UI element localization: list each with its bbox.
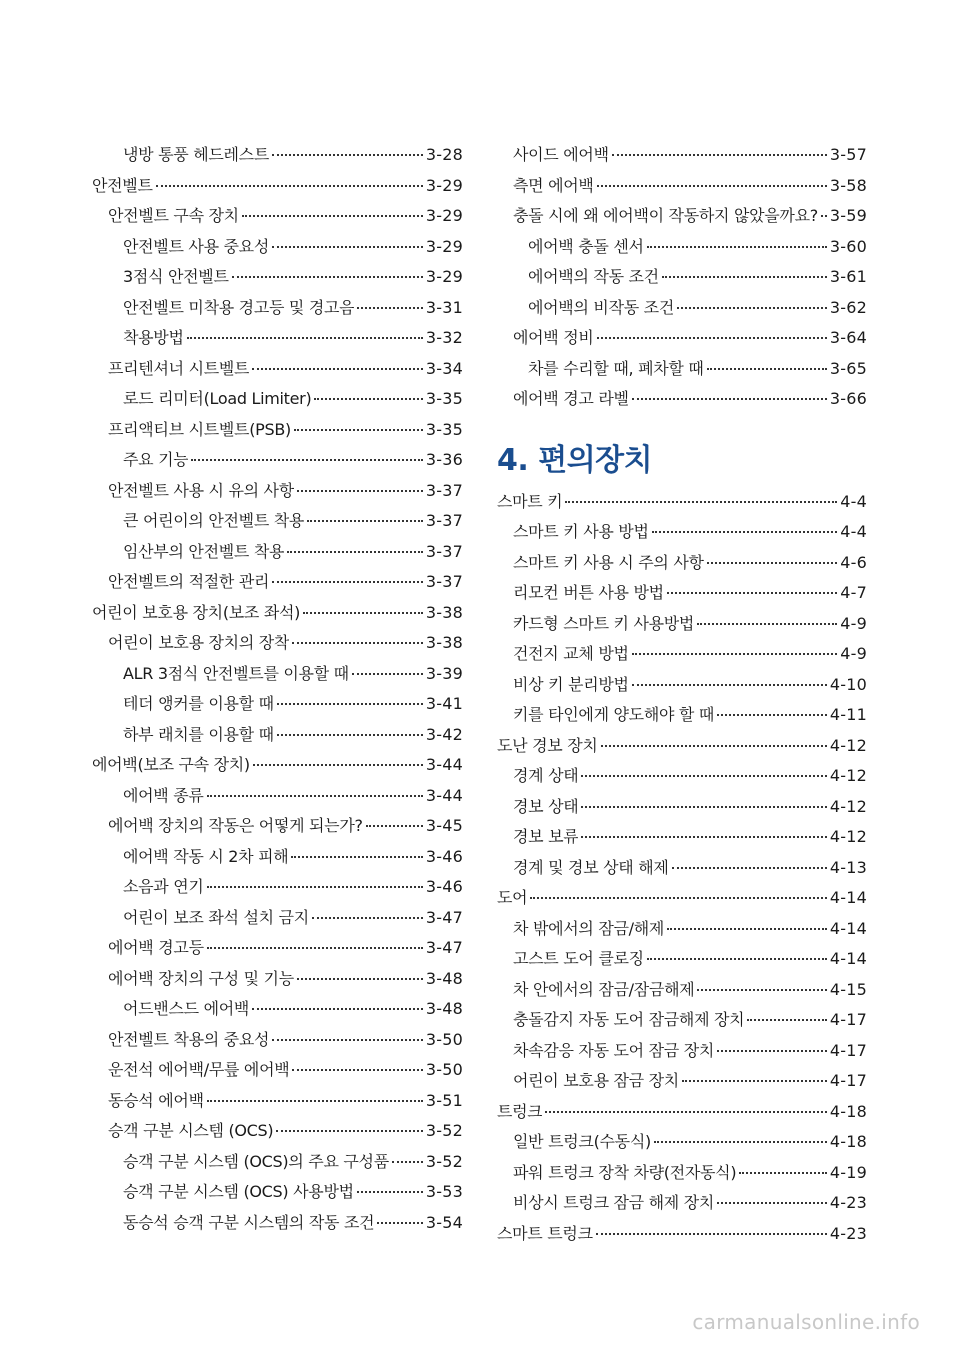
dot-leader [632,653,838,655]
dot-leader [312,917,423,919]
toc-entry[interactable] [497,883,867,914]
toc-entry-title: 로드 리미터(Load Limiter) [123,389,312,408]
dot-leader [357,1191,423,1193]
dot-leader [207,1100,423,1102]
toc-entry-title: 동승석 승객 구분 시스템의 작동 조건 [123,1212,375,1232]
dot-leader [739,1172,827,1174]
toc-entry-title: 운전석 에어백/무릎 에어백 [108,1060,290,1079]
toc-entry-page: 3-48 [425,999,463,1018]
toc-entry[interactable] [497,822,867,853]
toc-entry-page: 3-36 [425,450,463,469]
toc-entry-page: 3-37 [425,541,463,561]
toc-entry[interactable] [92,689,463,720]
toc-entry[interactable] [497,792,867,823]
dot-leader [297,978,423,980]
dot-leader [252,1008,423,1010]
dot-leader [697,989,826,991]
toc-entry-title: 파워 트렁크 장착 차량(전자동식) [513,1162,737,1182]
toc-entry[interactable] [92,171,463,202]
toc-entry-page: 3-65 [829,358,867,378]
toc-entry-title: 어린이 보호용 장치의 장착 [108,633,290,652]
toc-entry[interactable] [497,293,867,324]
toc-entry-title: 차속감응 자동 도어 잠금 장치 [513,1040,715,1060]
toc-entry[interactable] [92,1025,463,1056]
dot-leader [297,490,423,492]
toc-entry[interactable] [92,201,463,232]
toc-entry[interactable] [497,384,867,415]
toc-entry[interactable] [497,232,867,263]
toc-entry[interactable] [497,171,867,202]
toc-entry-title: 승객 구분 시스템 (OCS) 사용방법 [123,1182,354,1201]
dot-leader [677,307,827,309]
toc-entry[interactable] [497,323,867,354]
toc-entry-page: 3-37 [425,480,463,500]
watermark: carmanualsonline.info [692,1310,920,1334]
toc-entry-title: 에어백 작동 시 2차 피해 [123,846,289,866]
dot-leader [156,185,423,187]
dot-leader [294,429,423,431]
chapter-title: 4. 편의장치 [497,442,653,478]
toc-entry-title: 건전지 교체 방법 [513,644,629,663]
toc-entry-title: 비상시 트렁크 잠금 해제 장치 [513,1193,715,1212]
toc-entry-title: 안전벨트 착용의 중요성 [108,1029,270,1049]
toc-entry-title: 에어백 충돌 센서 [528,236,644,256]
toc-entry-page: 4-14 [829,918,867,938]
toc-entry-page: 4-17 [829,1040,867,1060]
dot-leader [717,1202,827,1204]
toc-entry-title: 착용방법 [123,328,184,347]
toc-entry-title: 안전벨트 사용 중요성 [123,236,269,256]
dot-leader [597,337,827,339]
toc-right-top-list [497,140,867,415]
dot-leader [272,154,423,156]
toc-entry-title: 동승석 에어백 [108,1090,204,1110]
toc-entry[interactable] [497,1127,867,1158]
toc-entry-page: 4-18 [829,1132,867,1151]
toc-entry-title: 어드밴스드 에어백 [123,999,250,1018]
dot-leader [252,368,423,370]
toc-entry-title: 주요 기능 [123,450,189,469]
toc-entry-title: 스마트 키 사용 시 주의 사항 [513,552,704,572]
toc-entry[interactable] [92,598,463,629]
toc-entry-title: 승객 구분 시스템 (OCS)의 주요 구성품 [123,1151,389,1171]
toc-entry[interactable] [497,761,867,792]
toc-entry-page: 4-12 [829,735,867,755]
dot-leader [717,714,827,716]
dot-leader [207,886,423,888]
toc-entry-title: 일반 트렁크(수동식) [513,1132,651,1151]
dot-leader [187,337,423,339]
toc-entry-title: 고스트 도어 클로징 [513,949,644,968]
toc-entry-page: 3-29 [425,206,463,225]
toc-entry-page: 4-12 [829,827,867,846]
toc-entry-page: 4-14 [829,949,867,968]
toc-entry-page: 4-12 [829,766,867,785]
toc-entry-page: 3-29 [425,175,463,195]
dot-leader [667,928,827,930]
dot-leader [596,1233,827,1235]
toc-entry-page: 3-58 [829,175,867,195]
toc-entry-page: 3-38 [425,633,463,652]
toc-entry-page: 3-41 [425,694,463,713]
toc-entry-page: 3-64 [829,328,867,347]
dot-leader [207,947,423,949]
toc-entry[interactable] [497,1158,867,1189]
toc-entry-title: 에어백의 작동 조건 [528,267,659,286]
toc-entry-page: 3-50 [425,1029,463,1049]
toc-entry-title: 스마트 키 사용 방법 [513,522,649,541]
toc-entry-page: 4-14 [829,888,867,907]
toc-entry-title: 에어백 정비 [513,328,594,347]
toc-entry-title: 경계 및 경보 상태 해제 [513,857,669,877]
toc-entry-page: 4-18 [829,1101,867,1121]
toc-entry-title: 안전벨트 구속 장치 [108,206,239,225]
toc-entry-title: 경보 상태 [513,796,579,816]
toc-entry[interactable] [497,944,867,975]
dot-leader [277,734,423,736]
toc-entry-title: 어린이 보호용 장치(보조 좌석) [92,602,301,622]
toc-entry-page: 4-9 [840,613,867,633]
toc-entry-page: 3-44 [425,755,463,774]
toc-entry[interactable] [497,731,867,762]
toc-entry[interactable] [497,354,867,385]
toc-entry-page: 3-29 [425,267,463,286]
toc-entry[interactable] [92,1147,463,1178]
toc-entry-page: 4-10 [829,674,867,694]
toc-entry-page: 3-46 [425,846,463,866]
dot-leader [612,154,827,156]
toc-entry-title: 에어백 장치의 작동은 어떻게 되는가? [108,816,363,835]
toc-entry-title: 안전벨트 사용 시 유의 사항 [108,480,294,500]
toc-entry[interactable] [497,548,867,579]
toc-entry-page: 3-38 [425,602,463,622]
toc-entry[interactable] [497,975,867,1006]
toc-entry-page: 4-23 [829,1193,867,1212]
toc-entry-page: 3-52 [425,1151,463,1171]
dot-leader [242,215,423,217]
dot-leader [672,867,827,869]
toc-entry-title: 어린이 보호용 잠금 장치 [513,1071,679,1090]
toc-entry-page: 4-7 [840,583,867,602]
toc-entry-page: 3-39 [425,663,463,683]
toc-entry[interactable] [92,323,463,354]
toc-entry-page: 3-60 [829,236,867,256]
toc-entry-page: 4-15 [829,979,867,999]
dot-leader [821,215,827,217]
toc-entry[interactable] [497,262,867,293]
dot-leader [253,764,423,766]
toc-entry[interactable] [92,293,463,324]
toc-entry-title: 트렁크 [497,1101,543,1121]
toc-entry[interactable] [92,1208,463,1239]
dot-leader [647,958,827,960]
toc-entry[interactable] [497,1219,867,1250]
dot-leader [545,1111,826,1113]
dot-leader [366,825,423,827]
toc-entry-title: 큰 어린이의 안전벨트 착용 [123,511,305,530]
dot-leader [581,836,826,838]
toc-entry-page: 3-37 [425,511,463,530]
toc-entry-title: 도난 경보 장치 [497,735,598,755]
toc-entry-page: 4-4 [840,491,867,511]
toc-entry[interactable] [92,354,463,385]
dot-leader [662,276,827,278]
dot-leader [530,897,827,899]
toc-entry[interactable] [497,201,867,232]
toc-entry[interactable] [92,964,463,995]
toc-entry-page: 3-45 [425,816,463,835]
toc-entry[interactable] [497,914,867,945]
toc-entry[interactable] [92,994,463,1025]
toc-entry[interactable] [92,750,463,781]
toc-entry-title: 카드형 스마트 키 사용방법 [513,613,695,633]
dot-leader [697,623,837,625]
toc-entry[interactable] [92,872,463,903]
toc-entry-page: 3-31 [425,297,463,317]
toc-entry[interactable] [497,853,867,884]
toc-entry-page: 3-32 [425,328,463,347]
toc-entry-title: 에어백의 비작동 조건 [528,297,674,317]
toc-entry-title: 사이드 에어백 [513,145,609,164]
toc-entry-title: 소음과 연기 [123,877,204,896]
toc-entry-title: 스마트 트렁크 [497,1223,593,1243]
dot-leader [272,1039,423,1041]
dot-leader [682,1080,827,1082]
toc-entry[interactable] [92,232,463,263]
toc-entry-page: 3-59 [829,206,867,225]
dot-leader [232,276,423,278]
toc-entry[interactable] [497,1097,867,1128]
toc-entry[interactable] [497,517,867,548]
dot-leader [191,459,422,461]
toc-entry-page: 3-48 [425,968,463,988]
toc-entry[interactable] [497,1005,867,1036]
toc-entry-title: 3점식 안전벨트 [123,267,229,286]
toc-entry-page: 3-50 [425,1060,463,1079]
dot-leader [207,795,423,797]
toc-entry-page: 4-9 [840,644,867,663]
toc-entry[interactable] [92,1086,463,1117]
toc-entry[interactable] [497,639,867,670]
toc-entry[interactable] [92,537,463,568]
toc-entry-page: 3-52 [425,1121,463,1140]
toc-entry-page: 3-37 [425,572,463,591]
toc-entry[interactable] [92,720,463,751]
toc-entry-page: 3-62 [829,297,867,317]
toc-entry[interactable] [92,476,463,507]
toc-entry-page: 4-23 [829,1223,867,1243]
toc-entry[interactable] [92,628,463,659]
toc-entry-title: 충돌감지 자동 도어 잠금해제 장치 [513,1010,745,1029]
toc-entry[interactable] [92,933,463,964]
toc-entry[interactable] [497,140,867,171]
toc-entry-page: 3-51 [425,1090,463,1110]
dot-leader [632,398,827,400]
toc-entry[interactable] [92,781,463,812]
toc-left-column [92,140,463,1238]
toc-entry-title: 에어백(보조 구속 장치) [92,755,250,774]
dot-leader [277,703,423,705]
toc-entry-page: 3-42 [425,724,463,744]
toc-entry-title: 차 안에서의 잠금/잠금해제 [513,979,695,999]
toc-entry-page: 4-17 [829,1071,867,1090]
toc-entry[interactable] [92,659,463,690]
toc-entry-page: 3-53 [425,1182,463,1201]
toc-entry-title: 경보 보류 [513,827,579,846]
toc-entry-page: 4-4 [840,522,867,541]
toc-entry[interactable] [92,842,463,873]
toc-entry-page: 3-57 [829,145,867,164]
toc-entry[interactable] [92,1177,463,1208]
toc-entry-page: 3-61 [829,267,867,286]
toc-entry[interactable] [497,1036,867,1067]
toc-entry-page: 3-34 [425,358,463,378]
toc-entry-title: 어린이 보조 좌석 설치 금지 [123,907,309,927]
dot-leader [667,592,838,594]
dot-leader [392,1161,423,1163]
toc-entry[interactable] [92,1055,463,1086]
dot-leader [352,673,423,675]
toc-entry-title: 리모컨 버튼 사용 방법 [513,583,664,602]
toc-entry[interactable] [92,506,463,537]
toc-entry-page: 3-54 [425,1212,463,1232]
dot-leader [707,368,827,370]
toc-entry-title: 에어백 경고 라벨 [513,389,629,408]
dot-leader [314,398,422,400]
toc-entry-title: 프리액티브 시트벨트(PSB) [108,419,291,439]
toc-entry-title: 키를 타인에게 양도해야 할 때 [513,705,715,724]
dot-leader [632,684,827,686]
dot-leader [654,1141,827,1143]
dot-leader [717,1050,827,1052]
dot-leader [276,1130,423,1132]
toc-entry-title: 안전벨트 [92,175,153,195]
toc-entry-title: 에어백 종류 [123,785,204,805]
dot-leader [291,856,422,858]
toc-entry-page: 3-47 [425,907,463,927]
toc-entry[interactable] [497,1188,867,1219]
dot-leader [357,307,423,309]
toc-entry-title: 스마트 키 [497,491,563,511]
toc-entry[interactable] [92,262,463,293]
toc-entry[interactable] [497,487,867,518]
toc-entry[interactable] [92,903,463,934]
toc-entry-page: 3-66 [829,389,867,408]
toc-entry-title: 차를 수리할 때, 폐차할 때 [528,358,704,378]
toc-entry-page: 3-28 [425,145,463,164]
toc-entry[interactable] [92,445,463,476]
dot-leader [307,520,423,522]
toc-entry[interactable] [92,811,463,842]
toc-entry[interactable] [497,700,867,731]
dot-leader [707,562,838,564]
toc-entry-title: 프리텐셔너 시트벨트 [108,358,250,378]
toc-entry[interactable] [497,609,867,640]
toc-entry-title: 냉방 통풍 헤드레스트 [123,145,269,164]
dot-leader [292,642,423,644]
toc-entry[interactable] [497,578,867,609]
toc-entry-title: 충돌 시에 왜 에어백이 작동하지 않았을까요? [513,206,818,225]
toc-entry-page: 3-44 [425,785,463,805]
toc-entry[interactable] [92,567,463,598]
toc-entry-title: 임산부의 안전벨트 착용 [123,541,285,561]
toc-right-column [497,140,867,1249]
toc-entry-page: 4-17 [829,1010,867,1029]
toc-entry-title: 경계 상태 [513,766,579,785]
toc-entry-title: 하부 래치를 이용할 때 [123,724,274,744]
toc-entry-title: 안전벨트의 적절한 관리 [108,572,270,591]
dot-leader [601,745,827,747]
dot-leader [597,185,827,187]
dot-leader [272,246,423,248]
toc-entry[interactable] [92,140,463,171]
dot-leader [292,1069,422,1071]
dot-leader [287,551,423,553]
toc-entry-title: 에어백 경고등 [108,938,204,957]
toc-entry-page: 3-35 [425,389,463,408]
toc-entry-title: 차 밖에서의 잠금/해제 [513,918,665,938]
toc-entry-title: 승객 구분 시스템 (OCS) [108,1121,274,1140]
toc-entry-title: 에어백 장치의 구성 및 기능 [108,968,294,988]
toc-entry-page: 4-11 [829,705,867,724]
dot-leader [272,581,423,583]
toc-entry-title: 비상 키 분리방법 [513,674,629,694]
toc-entry-page: 3-29 [425,236,463,256]
dot-leader [303,612,423,614]
toc-entry-title: 테더 앵커를 이용할 때 [123,694,274,713]
toc-entry-page: 4-19 [829,1162,867,1182]
dot-leader [581,806,826,808]
dot-leader [377,1222,423,1224]
dot-leader [647,246,827,248]
dot-leader [652,531,838,533]
toc-entry[interactable] [92,384,463,415]
toc-entry[interactable] [92,1116,463,1147]
toc-right-bottom-list [497,487,867,1250]
toc-entry[interactable] [497,1066,867,1097]
toc-entry-title: 도어 [497,888,528,907]
toc-entry-page: 3-46 [425,877,463,896]
toc-entry[interactable] [497,670,867,701]
dot-leader [747,1019,827,1021]
toc-entry-page: 3-35 [425,419,463,439]
dot-leader [565,501,837,503]
toc-entry-page: 3-47 [425,938,463,957]
toc-entry-title: 측면 에어백 [513,175,594,195]
dot-leader [581,775,826,777]
toc-entry-title: ALR 3점식 안전벨트를 이용할 때 [123,663,349,683]
toc-entry-page: 4-13 [829,857,867,877]
toc-entry-title: 안전벨트 미착용 경고등 및 경고음 [123,297,355,317]
toc-entry[interactable] [92,415,463,446]
toc-entry-page: 4-12 [829,796,867,816]
toc-entry-page: 4-6 [840,552,867,572]
